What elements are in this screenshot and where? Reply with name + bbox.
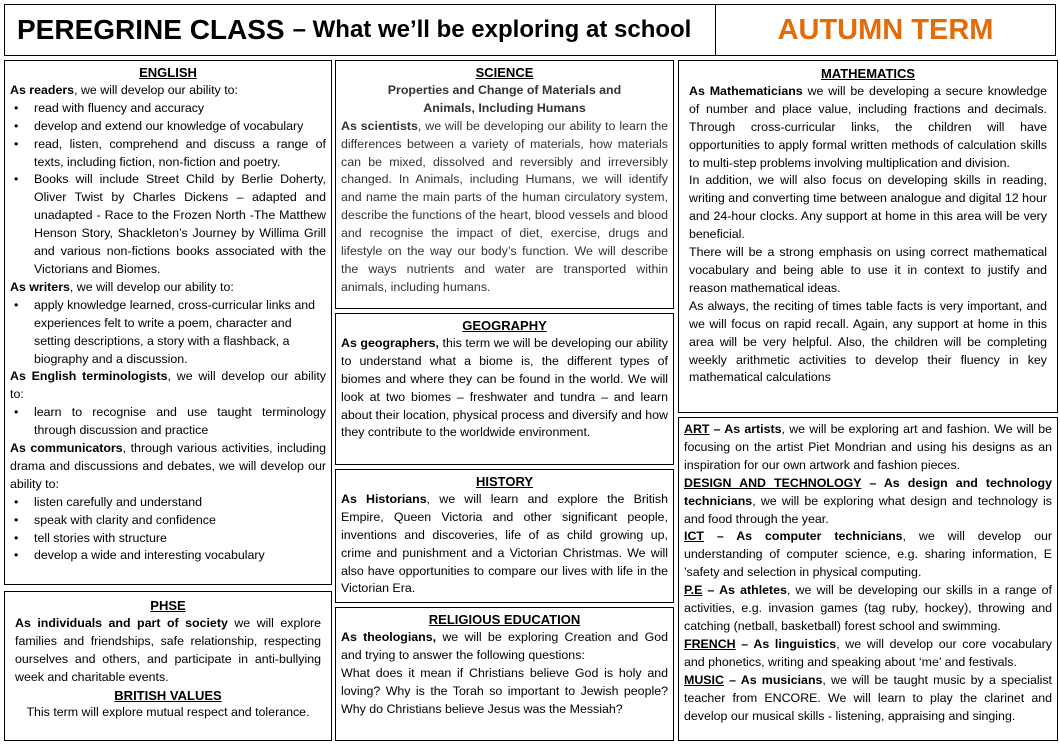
english-readers-list bbox=[10, 100, 326, 279]
geography-section bbox=[335, 313, 674, 465]
british-values-title: BRITISH VALUES bbox=[114, 687, 222, 703]
french-text: FRENCH – As linguistics, we will develop our core vocabulary and phonetics, writing and speaking about ‘me’ and festivals. bbox=[684, 636, 1053, 669]
list-item: • read, listen, comprehend and discuss a range of texts, including fiction, non-fiction and poetry. bbox=[10, 136, 326, 172]
english-terminologists-intro: As English terminologists, we will develop our ability to: bbox=[10, 369, 326, 402]
history-title: HISTORY bbox=[475, 474, 534, 489]
english-writers-list bbox=[10, 297, 326, 369]
maths-p3: There will be a strong emphasis on using correct mathematical vocabulary and being able to use it in context to justify and reason mathematical ideas. bbox=[689, 245, 1047, 295]
english-writers-intro: As writers, we will develop our ability to: bbox=[10, 279, 234, 294]
other-subjects-section bbox=[678, 417, 1058, 741]
british-values-text: This term will explore mutual respect and tolerance. bbox=[26, 705, 310, 720]
ict-text: ICT – As computer technicians, we will develop our understanding of computer science, e.g. sharing information, E ’safety and selection in physical computing. bbox=[684, 529, 1052, 580]
english-communicators-list bbox=[10, 494, 326, 566]
header-title-cell bbox=[5, 5, 716, 55]
list-item: • develop and extend our knowledge of vocabulary bbox=[10, 118, 326, 136]
phse-title: PHSE bbox=[150, 598, 186, 613]
class-name: PEREGRINE CLASS bbox=[17, 14, 285, 45]
list-item: • learn to recognise and use taught terminology through discussion and practice bbox=[10, 404, 326, 440]
maths-title: MATHEMATICS bbox=[820, 66, 916, 81]
list-item: • listen carefully and understand bbox=[10, 494, 326, 512]
list-item: • apply knowledge learned, cross-curricular links and experiences felt to write a poem, character and setting descriptions, a story with a flashback, a biography and a discussion. bbox=[10, 297, 326, 369]
english-readers-intro: As readers, we will develop our ability to: bbox=[10, 82, 238, 97]
pe-text: P.E – As athletes, we will be developing our skills in a range of activities, e.g. invasion games (tag ruby, hockey), throwing and catching (netball, basketball) forest school and swimming. bbox=[684, 583, 1052, 633]
list-item: • speak with clarity and confidence bbox=[10, 512, 326, 530]
phse-text: As individuals and part of society we will explore families and friendships, safe relationship, respecting ourselves and others, and participate in anti-bullying week and charitable events. bbox=[15, 615, 321, 684]
science-text: As scientists, we will be developing our ability to learn the differences between a variety of materials, how materials can be mixed, dissolved and reversibly and irreversibly changed. In Animals, including Humans, we will identify and name the main parts of the human circulatory system, describe the functions of the heart, blood vessels and blood and recognise the impact of diet, exercise, drugs and lifestyle on the way our body’s function. We will describe the ways nutrients and water are transported within animals, including humans. bbox=[341, 118, 669, 294]
re-intro: As theologians, we will be exploring Creation and God and trying to answer the following questions: bbox=[341, 629, 668, 662]
list-item: • tell stories with structure bbox=[10, 530, 326, 548]
music-text: MUSIC – As musicians, we will be taught music by a specialist teacher from ENCORE. We will learn to play the clarinet and develop our musical skills - listening, appraising and singing. bbox=[684, 672, 1052, 723]
list-item: • Books will include Street Child by Berlie Doherty, Oliver Twist by Charles Dickens – adapted and unadapted - Race to the Frozen North -The Matthew Henson Story, Shackleton’s Journey by Willima Grill and various non-fictions books associated with the Victorians and Biomes. bbox=[10, 171, 326, 278]
geography-title: GEOGRAPHY bbox=[462, 318, 547, 333]
re-title: RELIGIOUS EDUCATION bbox=[428, 612, 581, 627]
dt-text: DESIGN AND TECHNOLOGY – As design and technology technicians, we will be exploring what design and technology is and food through the year. bbox=[684, 475, 1052, 526]
mathematics-section bbox=[678, 60, 1058, 413]
re-questions: What does it mean if Christians believe God is holy and loving? Why is the Torah so important to Jewish people? Why do Christians believe Jesus was the Messiah? bbox=[341, 665, 668, 716]
header-subtitle: – What we’ll be exploring at school bbox=[292, 16, 692, 43]
maths-p2: In addition, we will also focus on developing skills in reading, writing and converting time between analogue and digital 12 hour and 24-hour clocks. Any support at home in this area will be very beneficial. bbox=[689, 173, 1047, 242]
maths-p1: As Mathematicians we will be developing a secure knowledge of number and place value, including fractions and decimals. Through cross-curricular links, the children will have opportunities to apply formal written methods of calculation skills to multi-step problems involving multiplication and division. bbox=[689, 83, 1047, 170]
english-title: ENGLISH bbox=[139, 65, 197, 80]
science-section bbox=[335, 60, 674, 309]
history-text: As Historians, we will learn and explore the British Empire, Queen Victoria and other significant people, inventions and discoveries, life of as child growing up, crime and punishment and a Victorian Christmas. We will also have opportunities to compare our lives with life in the Victorian Era. bbox=[341, 491, 669, 596]
english-terminologists-list bbox=[10, 404, 326, 440]
maths-p4: As always, the reciting of times table facts is very important, and we will focus on rapid recall. Again, any support at home in this area will be very helpful. Also, the children will be completing weekly arithmetic activities to develop their fluency in key mathematical calculations bbox=[689, 298, 1047, 385]
geography-text: As geographers, this term we will be developing our ability to understand what a biome is, the different types of biomes and where they can be found in the world. We will look at two biomes – freshwater and tundra – and learn about their location, physical process and diversify and how they contribute to the worldwide environment. bbox=[341, 335, 668, 440]
page-header bbox=[4, 4, 1056, 56]
english-communicators-intro: As communicators, through various activities, including drama and discussions and debates, we will develop our ability to: bbox=[10, 441, 327, 491]
header-term-cell bbox=[716, 5, 1055, 55]
science-subtitle: Properties and Change of Materials and Animals, Including Humans bbox=[387, 82, 622, 115]
art-text: ART – As artists, we will be exploring art and fashion. We will be focusing on the artist Piet Mondrian and using his designs as an inspiration for our own artwork and fashion pieces. bbox=[684, 422, 1053, 472]
list-item: • develop a wide and interesting vocabulary bbox=[10, 547, 326, 565]
phse-section bbox=[4, 591, 332, 741]
term-label: AUTUMN TERM bbox=[777, 13, 994, 46]
history-section bbox=[335, 469, 674, 603]
religious-education-section bbox=[335, 607, 674, 741]
list-item: • read with fluency and accuracy bbox=[10, 100, 326, 118]
english-section bbox=[4, 60, 332, 585]
science-title: SCIENCE bbox=[475, 65, 534, 80]
